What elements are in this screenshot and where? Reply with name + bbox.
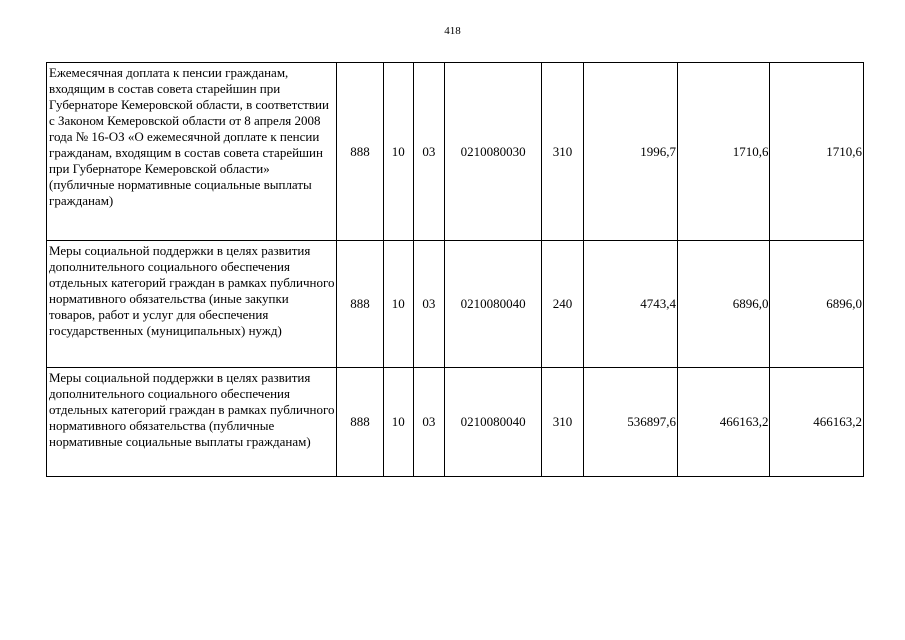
subsection-code: 03 (413, 241, 444, 368)
amount-3: 6896,0 (770, 241, 864, 368)
budget-table (46, 62, 864, 477)
table-row (47, 241, 864, 368)
subsection-code: 03 (413, 63, 444, 241)
amount-1: 536897,6 (583, 368, 677, 477)
row-description: Ежемесячная доплата к пенсии гражданам, входящим в состав совета старейшин при Губернаторе Кемеровской области, в соответствии с Законом Кемеровской области от 8 апреля 2008 года № 16-ОЗ «О ежемесячной доплате к пенсии гражданам, входящим в состав совета старейшин при Губернаторе Кемеровской области» (публичные нормативные социальные выплаты гражданам) (47, 63, 337, 241)
page-number: 418 (444, 25, 461, 37)
row-description: Меры социальной поддержки в целях развития дополнительного социального обеспечения отдельных категорий граждан в рамках публичного нормативного обязательства (публичные нормативные социальные выплаты гражданам) (47, 368, 337, 477)
amount-3: 466163,2 (770, 368, 864, 477)
section-code: 10 (383, 63, 413, 241)
table-row (47, 368, 864, 477)
target-article-code: 0210080040 (444, 368, 541, 477)
amount-2: 466163,2 (678, 368, 770, 477)
grbs-code: 888 (337, 241, 383, 368)
grbs-code: 888 (337, 63, 383, 241)
row-description: Меры социальной поддержки в целях развития дополнительного социального обеспечения отдельных категорий граждан в рамках публичного нормативного обязательства (иные закупки товаров, работ и услуг для обеспечения государственных (муниципальных) нужд) (47, 241, 337, 368)
target-article-code: 0210080040 (444, 241, 541, 368)
subsection-code: 03 (413, 368, 444, 477)
expense-type-code: 310 (542, 63, 583, 241)
grbs-code: 888 (337, 368, 383, 477)
amount-3: 1710,6 (770, 63, 864, 241)
expense-type-code: 240 (542, 241, 583, 368)
amount-2: 1710,6 (678, 63, 770, 241)
amount-2: 6896,0 (678, 241, 770, 368)
section-code: 10 (383, 368, 413, 477)
amount-1: 4743,4 (583, 241, 677, 368)
section-code: 10 (383, 241, 413, 368)
target-article-code: 0210080030 (444, 63, 541, 241)
amount-1: 1996,7 (583, 63, 677, 241)
expense-type-code: 310 (542, 368, 583, 477)
table-row (47, 63, 864, 241)
